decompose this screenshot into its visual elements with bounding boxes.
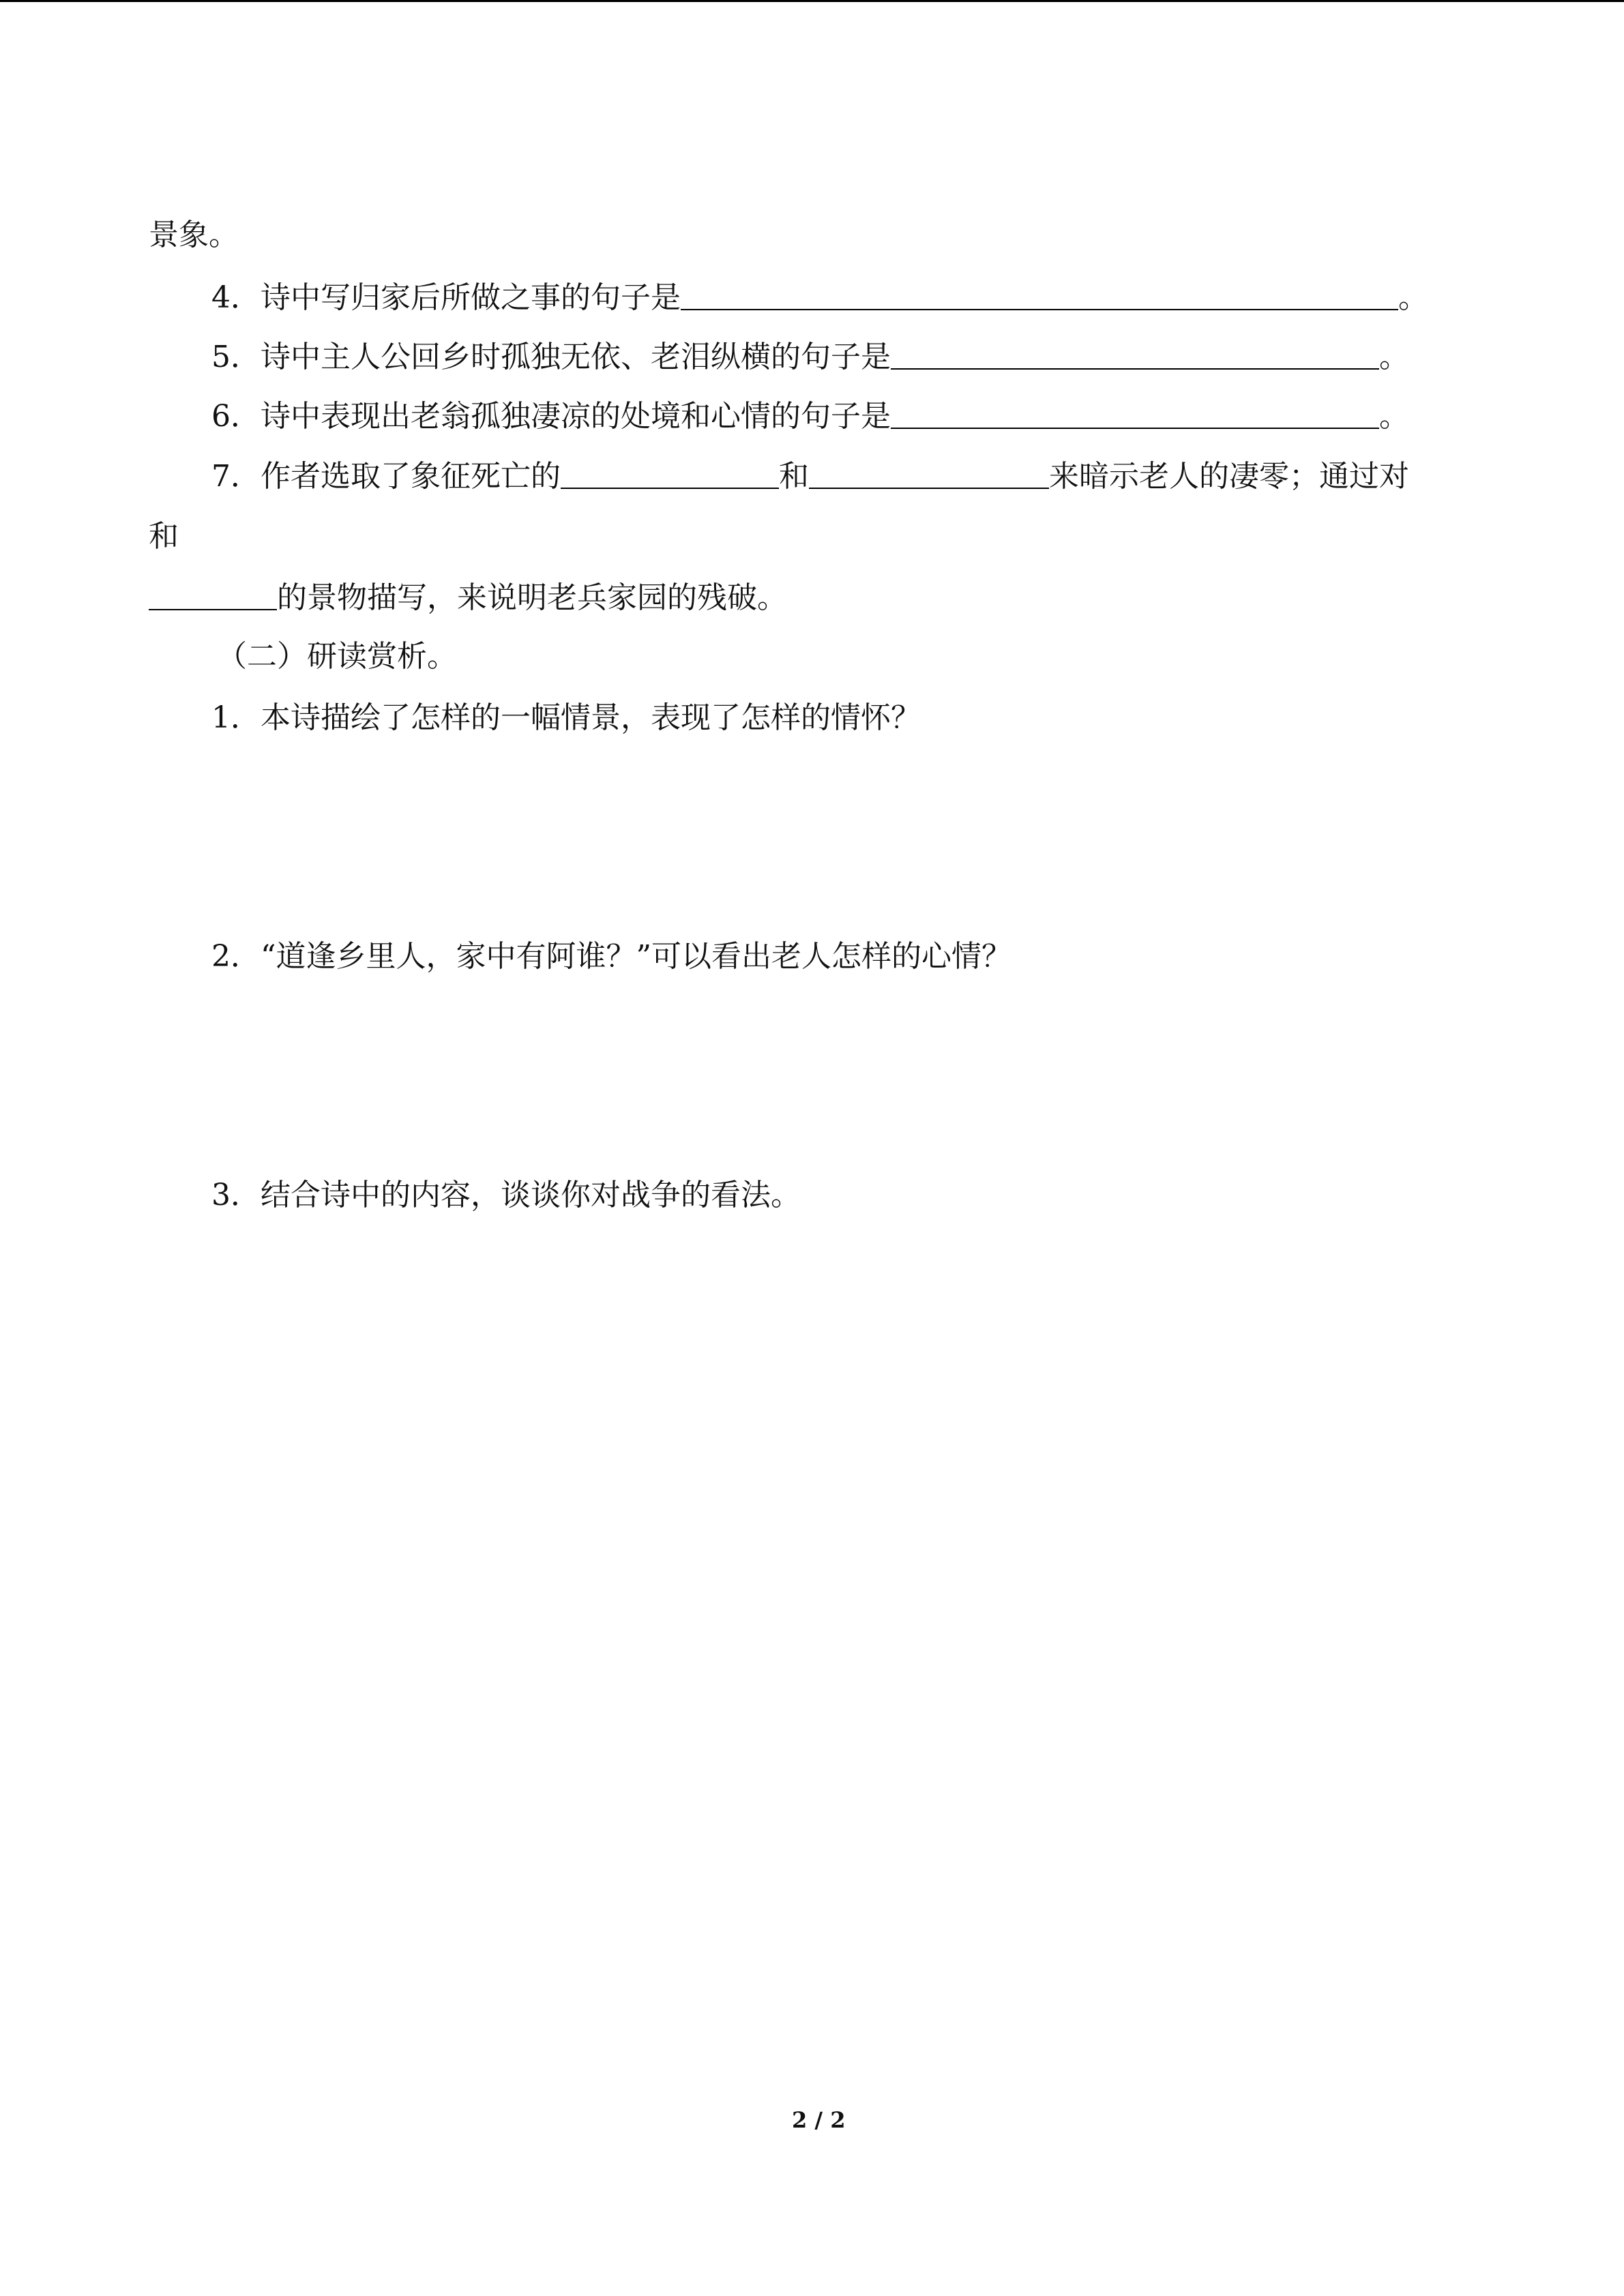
line-text: 的景物描写，来说明老兵家园的残破。 [277,580,787,615]
question-text: 6．诗中表现出老翁孤独凄凉的处境和心情的句子是 [211,399,891,434]
question-text: 1．本诗描绘了怎样的一幅情景，表现了怎样的情怀？ [211,700,921,735]
line-text: 景象。 [149,218,239,252]
question-5 [211,338,1409,376]
question-text: 2．“道逢乡里人，家中有阿谁？”可以看出老人怎样的心情？ [211,939,1012,974]
question-text: 7．作者选取了象征死亡的 [211,459,561,494]
answer-blank[interactable] [681,279,1398,310]
answer-blank-3[interactable] [149,579,277,610]
question-text: 4．诗中写归家后所做之事的句子是 [211,280,681,315]
answer-blank[interactable] [891,338,1379,370]
question-analysis-1 [211,699,921,737]
line-text: 和 [149,519,179,554]
page-number: 2 / 2 [792,2107,846,2133]
question-analysis-2 [211,938,1012,976]
answer-blank[interactable] [891,398,1379,429]
text-line-and [149,518,179,556]
answer-blank-1[interactable] [561,458,779,489]
question-7-continued [149,579,787,617]
question-4 [211,279,1428,317]
section-heading [217,638,457,676]
question-7 [211,458,1409,496]
question-6 [211,398,1409,436]
line-end: 。 [1398,280,1428,315]
line-end: 。 [1379,399,1409,434]
question-text-tail: 来暗示老人的凄零；通过对 [1049,459,1409,494]
question-analysis-3 [211,1176,801,1214]
question-text: 3．结合诗中的内容，谈谈你对战争的看法。 [211,1178,801,1212]
answer-blank-2[interactable] [809,458,1049,489]
text-line-scene [149,216,239,254]
line-end: 。 [1379,340,1409,374]
section-title: （二）研读赏析。 [217,639,457,674]
question-text: 5．诗中主人公回乡时孤独无依、老泪纵横的句子是 [211,340,891,374]
question-text-mid: 和 [779,459,809,494]
